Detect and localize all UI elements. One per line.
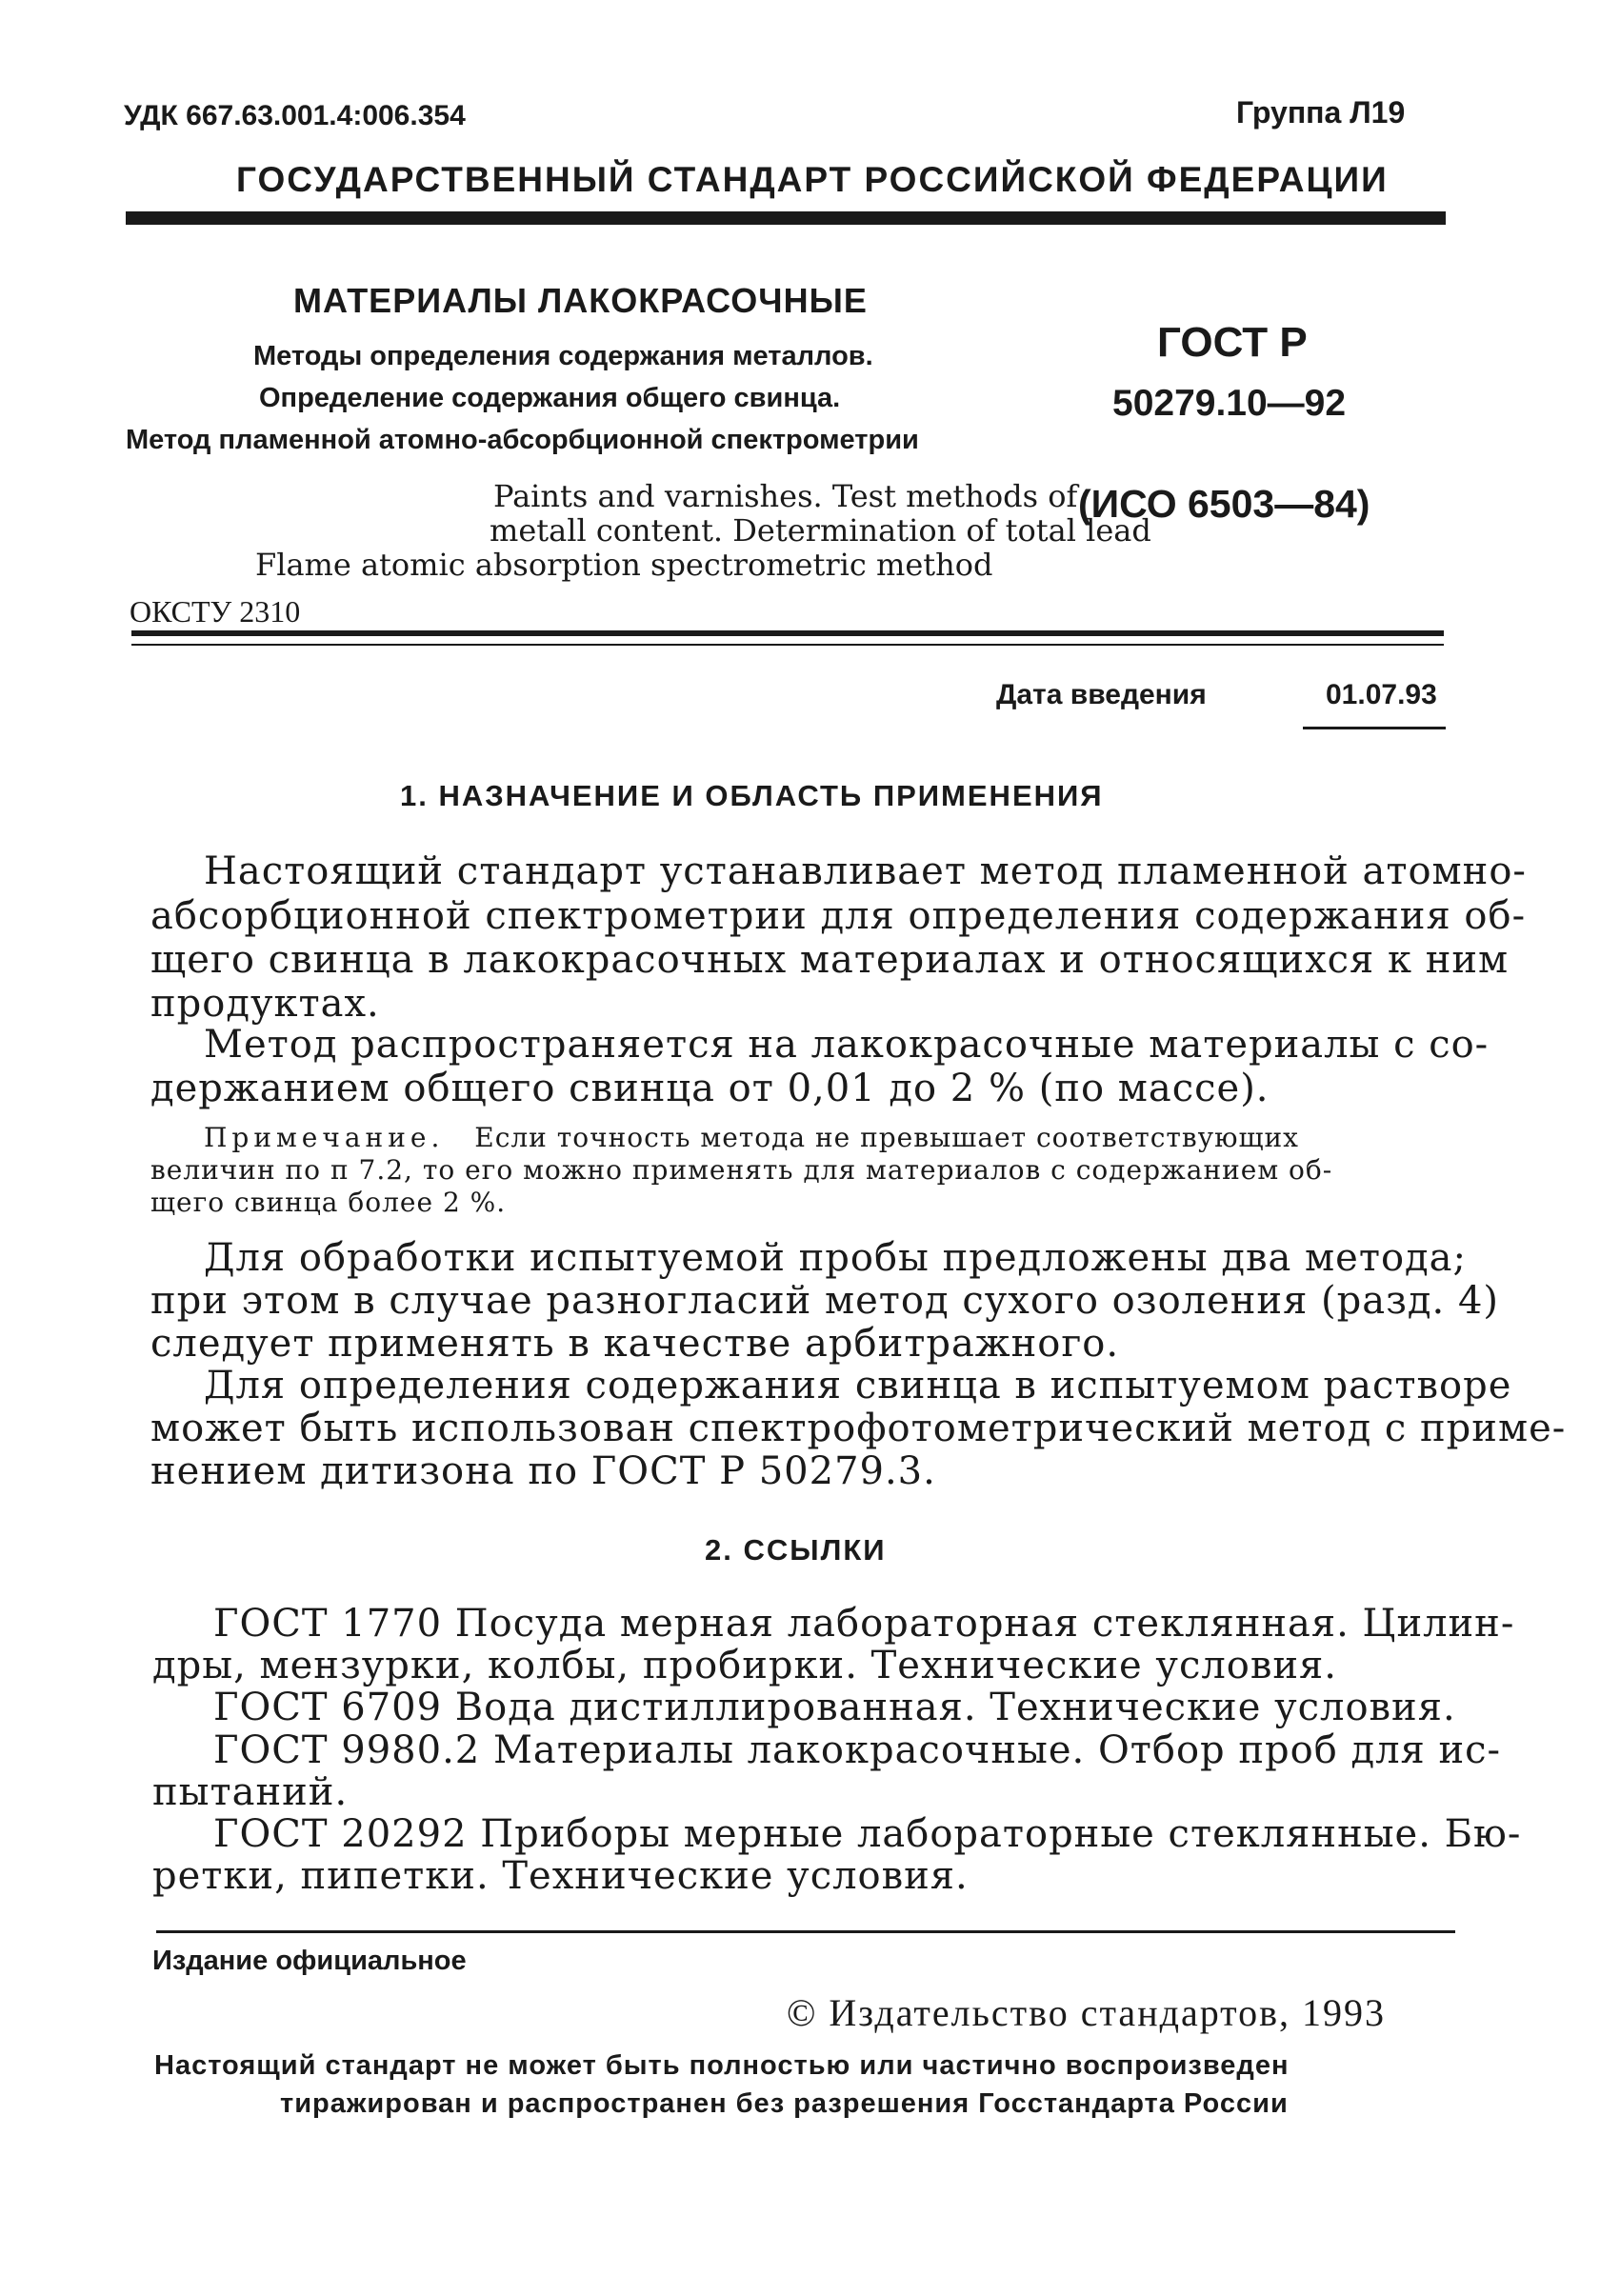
paragraph-line: Метод распространяется на лакокрасочные материалы с со-: [204, 1023, 1490, 1067]
gost-number: 50279.10—92: [1112, 383, 1347, 424]
copyright-line: © Издательство стандартов, 1993: [787, 1991, 1387, 2034]
paragraph-line: абсорбционной спектрометрии для определения содержания об-: [150, 894, 1527, 938]
note-text: Если точность метода не превышает соответствующих: [474, 1122, 1299, 1153]
note-line: величин по п 7.2, то его можно применять для материалов с содержанием об-: [150, 1154, 1333, 1186]
official-edition-label: Издание официальное: [152, 1946, 467, 1976]
paragraph-line: щего свинца в лакокрасочных материалах и относящихся к ним: [150, 938, 1510, 982]
section-2-heading: 2. ССЫЛКИ: [705, 1533, 887, 1567]
paragraph-line: держанием общего свинца от 0,01 до 2 % (по массе).: [150, 1067, 1270, 1110]
title-block-rule-thin: [131, 644, 1444, 646]
subtitle-en-line: Paints and varnishes. Test methods of: [493, 478, 1078, 514]
note-line: щего свинца более 2 %.: [150, 1187, 507, 1218]
gost-label: ГОСТ Р: [1157, 319, 1308, 366]
note-line: [204, 1122, 1299, 1153]
paragraph-line: следует применять в качестве арбитражного.: [150, 1322, 1120, 1366]
subtitle-ru-line: Определение содержания общего свинца.: [259, 383, 841, 413]
iso-reference: (ИСО 6503—84): [1078, 482, 1370, 526]
intro-date-label: Дата введения: [996, 679, 1207, 710]
paragraph-line: продуктах.: [150, 982, 380, 1026]
udk-code: УДК 667.63.001.4:006.354: [124, 100, 466, 131]
standard-main-title: МАТЕРИАЛЫ ЛАКОКРАСОЧНЫЕ: [293, 281, 868, 320]
paragraph-line: Настоящий стандарт устанавливает метод пламенной атомно-: [204, 849, 1527, 893]
paragraph-line: при этом в случае разногласий метод сухого озоления (разд. 4): [150, 1279, 1499, 1323]
note-label: Примечание.: [204, 1122, 445, 1153]
paragraph-line: может быть использован спектрофотометрический метод с приме-: [150, 1407, 1567, 1450]
subtitle-ru-line: Методы определения содержания металлов.: [253, 341, 873, 371]
reference-line: пытаний.: [152, 1770, 349, 1814]
gov-standard-title: ГОСУДАРСТВЕННЫЙ СТАНДАРТ РОССИЙСКОЙ ФЕДЕРАЦИИ: [236, 160, 1389, 199]
header-rule: [126, 211, 1446, 225]
subtitle-ru-line: Метод пламенной атомно-абсорбционной спектрометрии: [126, 425, 919, 455]
reference-line: дры, мензурки, колбы, пробирки. Технические условия.: [152, 1644, 1337, 1687]
intro-date-value: 01.07.93: [1326, 679, 1437, 710]
reference-line: ГОСТ 20292 Приборы мерные лабораторные стеклянные. Бю-: [213, 1812, 1522, 1856]
group-code: Группа Л19: [1236, 95, 1406, 130]
footer-rule: [156, 1930, 1455, 1933]
reference-line: ГОСТ 1770 Посуда мерная лабораторная стеклянная. Цилин-: [213, 1602, 1515, 1646]
paragraph-line: Для обработки испытуемой пробы предложены два метода;: [204, 1236, 1468, 1280]
subtitle-en-line: metall content. Determination of total lead: [490, 512, 1151, 549]
section-1-heading: 1. НАЗНАЧЕНИЕ И ОБЛАСТЬ ПРИМЕНЕНИЯ: [400, 779, 1104, 812]
reference-line: ГОСТ 6709 Вода дистиллированная. Технические условия.: [213, 1686, 1456, 1729]
reference-line: ГОСТ 9980.2 Материалы лакокрасочные. Отбор проб для ис-: [213, 1728, 1502, 1772]
paragraph-line: нением дитизона по ГОСТ Р 50279.3.: [150, 1449, 936, 1493]
okstu-code: ОКСТУ 2310: [130, 594, 301, 629]
reproduction-notice-line: тиражирован и распространен без разрешения Госстандарта России: [280, 2088, 1289, 2119]
reference-line: ретки, пипетки. Технические условия.: [152, 1854, 969, 1898]
intro-date-underline: [1303, 727, 1446, 729]
subtitle-en-line: Flame atomic absorption spectrometric method: [255, 547, 993, 583]
title-block-rule: [131, 630, 1444, 636]
reproduction-notice-line: Настоящий стандарт не может быть полностью или частично воспроизведен: [154, 2050, 1290, 2081]
paragraph-line: Для определения содержания свинца в испытуемом растворе: [204, 1364, 1512, 1408]
